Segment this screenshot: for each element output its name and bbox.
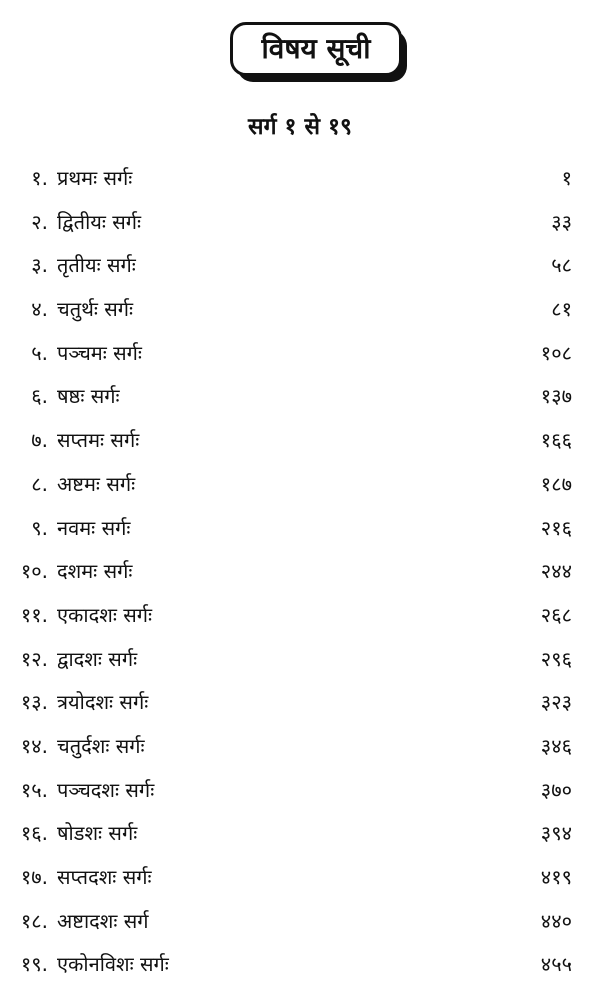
toc-entry[interactable]	[0, 859, 600, 903]
entry-title: तृतीयः सर्गः	[57, 253, 136, 278]
toc-entry[interactable]	[0, 553, 600, 597]
entry-page-number: ३९४	[540, 821, 572, 846]
entry-page-number: ४४०	[540, 908, 572, 933]
toc-entry[interactable]	[0, 510, 600, 554]
entry-number: ४.	[31, 297, 48, 322]
entry-title: सप्तदशः सर्गः	[57, 865, 152, 889]
toc-entry[interactable]	[0, 946, 600, 990]
entry-page-number: ४५५	[540, 952, 572, 977]
entry-title: त्रयोदशः सर्गः	[57, 690, 149, 715]
entry-page-number: २९६	[540, 646, 572, 671]
entry-title: षष्ठः सर्गः	[57, 384, 120, 409]
toc-entry[interactable]	[0, 247, 600, 291]
entry-number: १४.	[20, 733, 48, 758]
entry-number: १३.	[20, 690, 48, 715]
toc-entry[interactable]	[0, 204, 600, 248]
toc-entry[interactable]	[0, 466, 600, 510]
toc-entry[interactable]	[0, 772, 600, 816]
entry-number: १८.	[20, 908, 48, 933]
entry-number: ११.	[20, 602, 48, 627]
entry-title: दशमः सर्गः	[57, 559, 133, 584]
toc-entry[interactable]	[0, 815, 600, 859]
entry-title: अष्टमः सर्गः	[57, 471, 136, 496]
toc-entry[interactable]	[0, 597, 600, 641]
entry-number: १९.	[20, 952, 48, 977]
entry-page-number: ३७०	[540, 777, 572, 802]
toc-entry[interactable]	[0, 684, 600, 728]
entry-page-number: ३३	[551, 209, 572, 234]
entry-number: ५.	[31, 340, 48, 365]
entry-title: द्वादशः सर्गः	[57, 646, 138, 671]
toc-entry[interactable]	[0, 291, 600, 335]
toc-entry[interactable]	[0, 903, 600, 947]
entry-number: २.	[31, 209, 48, 234]
entry-number: ८.	[31, 471, 48, 496]
entry-title: चतुर्दशः सर्गः	[57, 733, 145, 758]
entry-title: एकादशः सर्गः	[57, 602, 153, 627]
entry-page-number: ५८	[551, 253, 572, 278]
entry-title: सप्तमः सर्गः	[57, 428, 140, 453]
toc-entry[interactable]	[0, 335, 600, 379]
entry-number: ६.	[31, 384, 48, 409]
entry-number: १५.	[20, 777, 48, 802]
entry-page-number: १०८	[540, 340, 572, 365]
section-subtitle: सर्ग १ से १९	[248, 114, 352, 140]
entry-title: पञ्चमः सर्गः	[57, 340, 142, 365]
entry-title: द्वितीयः सर्गः	[57, 209, 142, 234]
entry-title: चतुर्थः सर्गः	[57, 297, 134, 322]
entry-title: षोडशः सर्गः	[57, 821, 138, 846]
entry-title: नवमः सर्गः	[57, 515, 131, 540]
entry-page-number: ३४६	[540, 733, 572, 758]
entry-title: प्रथमः सर्गः	[57, 166, 133, 190]
entry-title: एकोनविशः सर्गः	[57, 952, 169, 977]
page-title: विषय सूची	[230, 22, 402, 76]
entry-page-number: १८७	[540, 471, 572, 496]
toc-entry[interactable]	[0, 641, 600, 685]
toc-entry[interactable]	[0, 160, 600, 204]
entry-number: १०.	[20, 559, 48, 584]
entry-number: १६.	[20, 821, 48, 846]
entry-page-number: ८१	[551, 297, 572, 322]
entry-page-number: २४४	[540, 559, 572, 584]
title-box	[230, 22, 406, 80]
entry-number: १२.	[20, 646, 48, 671]
entry-number: ३.	[31, 253, 48, 278]
toc-entry[interactable]	[0, 422, 600, 466]
entry-number: ७.	[31, 428, 48, 453]
entry-number: १७.	[20, 865, 48, 889]
entry-title: पञ्चदशः सर्गः	[57, 777, 155, 802]
entry-page-number: २६८	[540, 602, 572, 627]
entry-page-number: ४१९	[540, 865, 572, 889]
entry-number: १.	[31, 166, 48, 190]
entry-page-number: १३७	[540, 384, 572, 409]
entry-page-number: २१६	[540, 515, 572, 540]
toc-entry[interactable]	[0, 728, 600, 772]
entry-page-number: ३२३	[540, 690, 572, 715]
toc-entry[interactable]	[0, 378, 600, 422]
entry-title: अष्टादशः सर्ग	[57, 908, 149, 933]
table-of-contents	[0, 160, 600, 990]
entry-page-number: १६६	[540, 428, 572, 453]
entry-number: ९.	[31, 515, 48, 540]
entry-page-number: १	[561, 166, 572, 190]
